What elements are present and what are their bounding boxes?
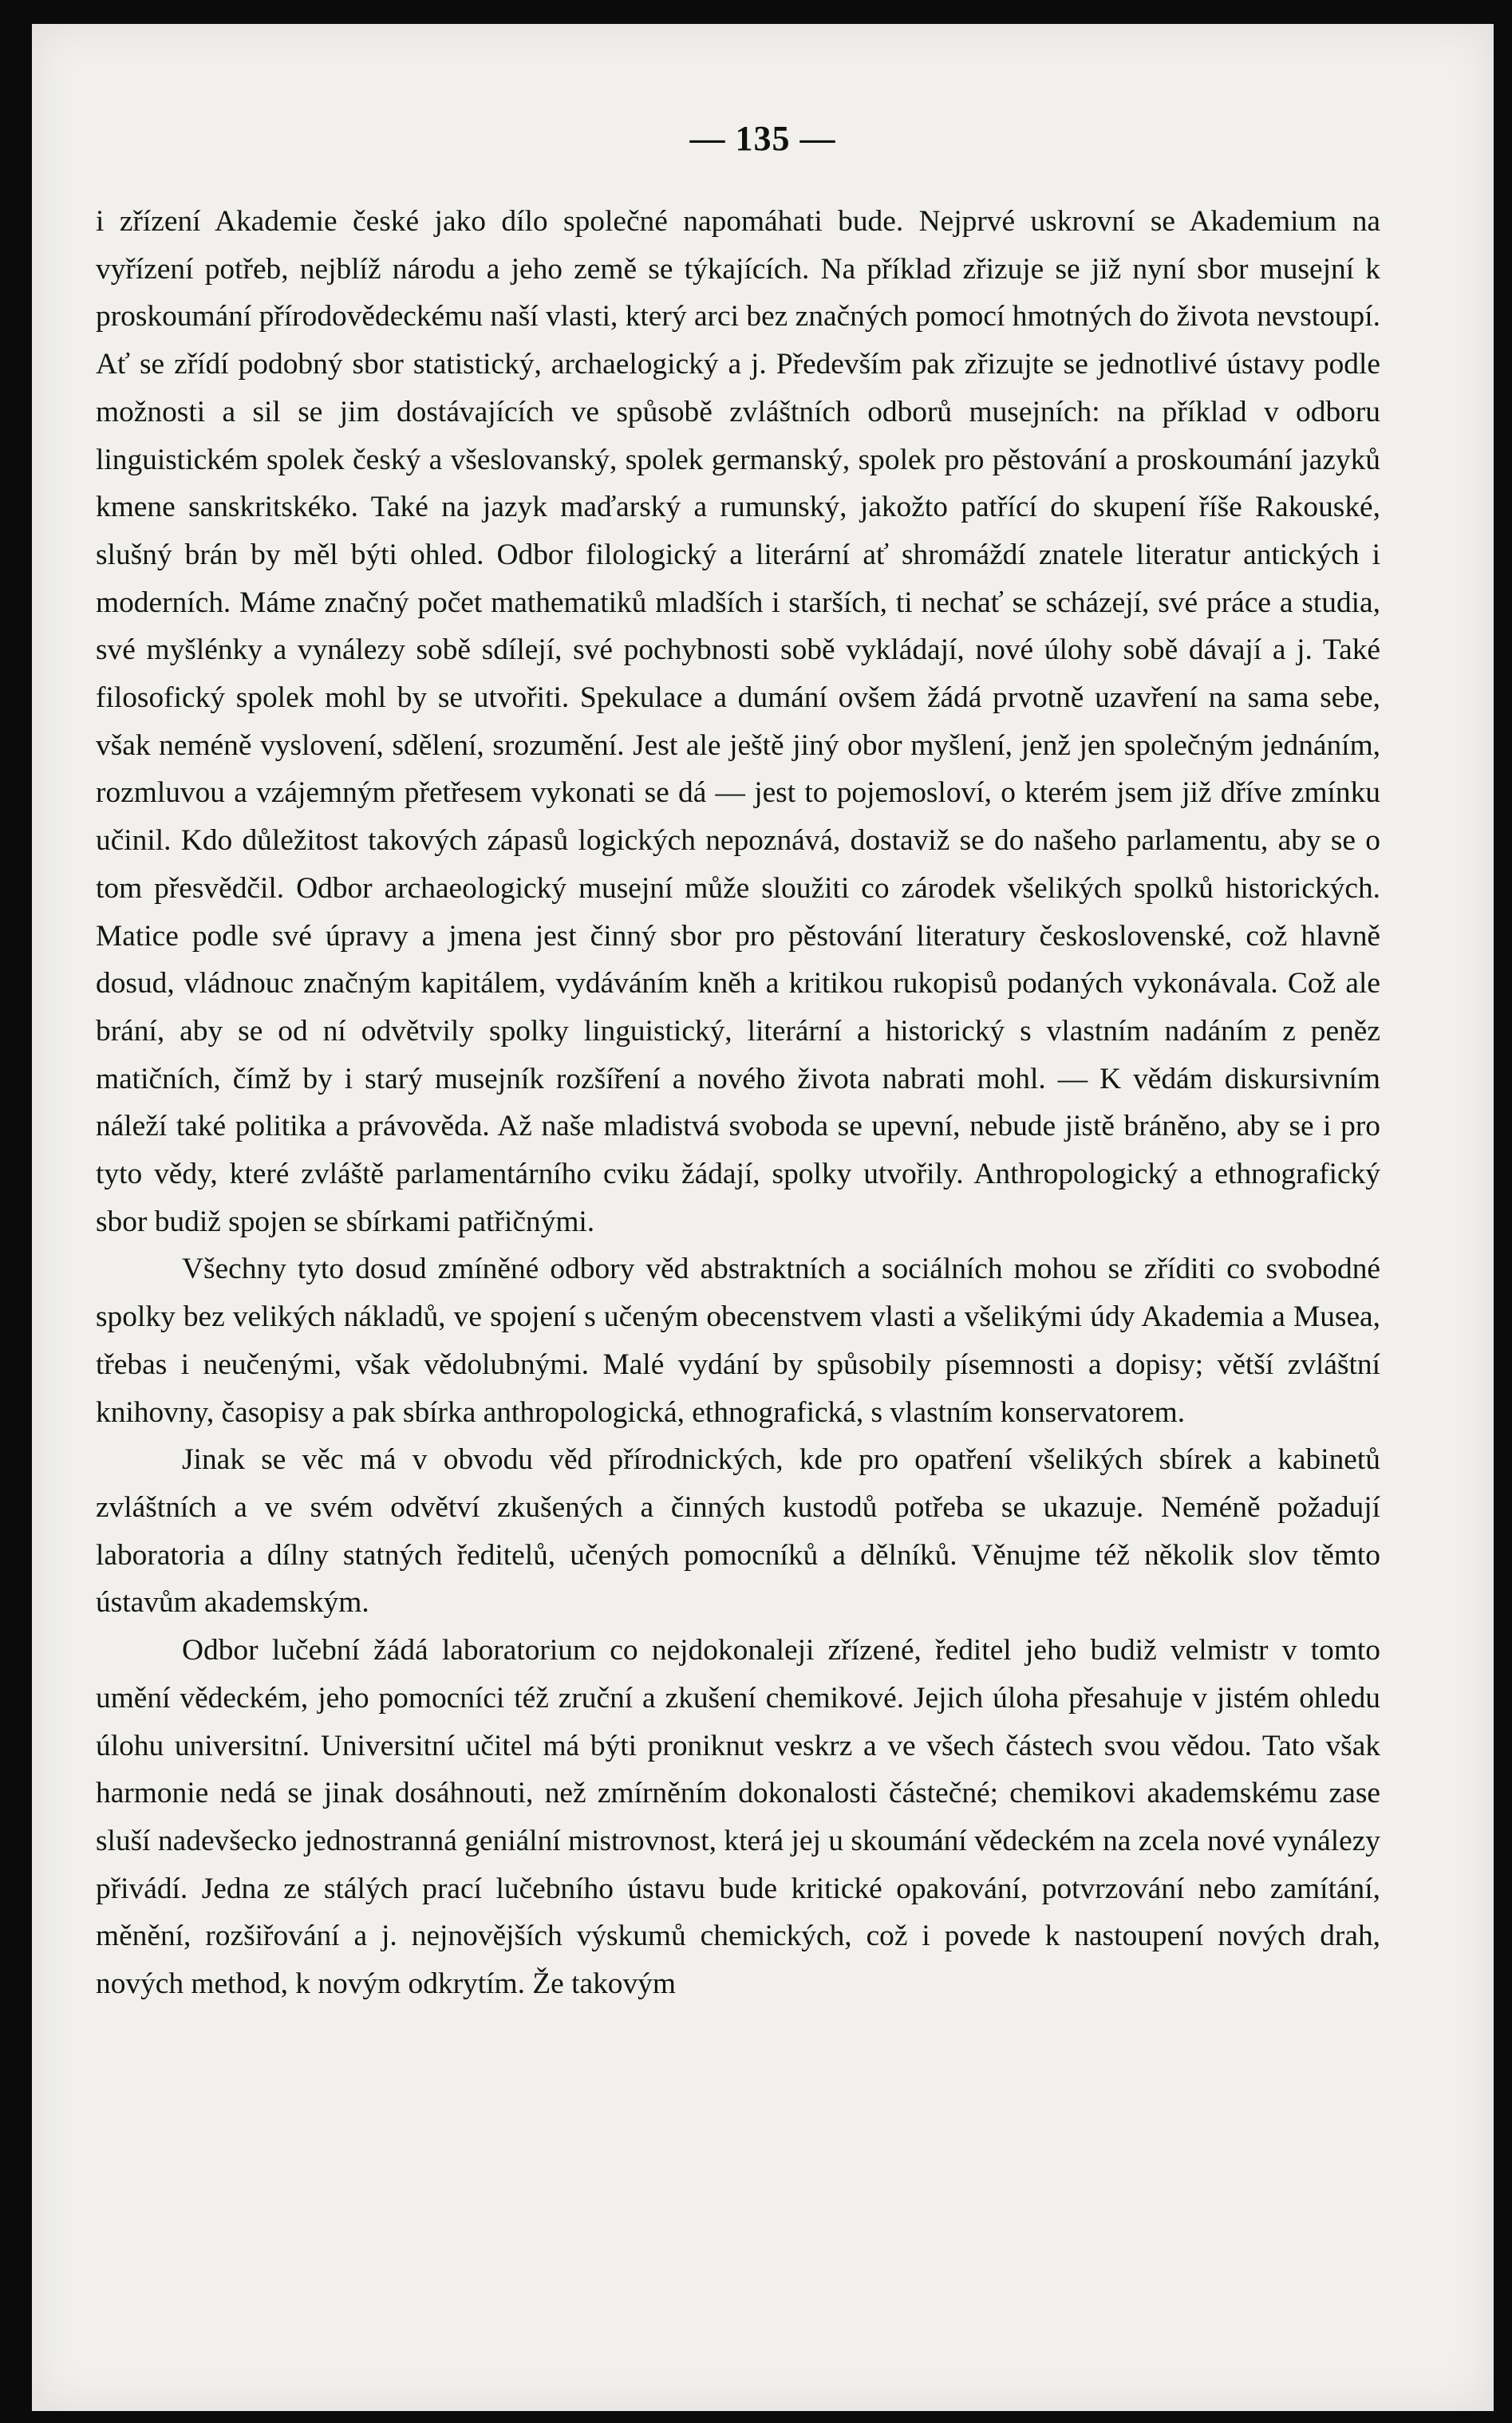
scanned-book-page [32,24,1494,2411]
paragraph-3: Jinak se věc má v obvodu věd přírodnických, kde pro opatření všelikých sbírek a kabinetů zvláštních a ve svém odvětví zkušených a činných kustodů potřeba se ukazuje. Neméně požadují laboratoria a dílny statných ředitelů, učených pomocníků a dělníků. Věnujme též několik slov těmto ústavům akademským. [96,1443,1380,1620]
paragraph-2: Všechny tyto dosud zmíněné odbory věd abstraktních a sociálních mohou se zříditi co svobodné spolky bez velikých nákladů, ve spojení s učeným obecenstvem vlasti a všelikými údy Akademia a Musea, třebas i neučenými, však vědolubnými. Malé vydání by spůsobily písemnosti a dopisy; větší zvláštní knihovny, časopisy a pak sbírka anthropologická, ethnografická, s vlastním konservatorem. [96,1253,1380,1429]
paragraph-1: i zřízení Akademie české jako dílo společné napomáhati bude. Nejprvé uskrovní se Akademium na vyřízení potřeb, nejblíž národu a jeho země se týkajících. Na příklad zřizuje se již nyní sbor musejní k proskoumání přírodovědeckému naší vlasti, který arci bez značných pomocí hmotných do života nevstoupí. Ať se zřídí podobný sbor statistický, archaelogický a j. Především pak zřizujte se jednotlivé ústavy podle možnosti a sil se jim dostávajících ve spůsobě zvláštních odborů musejních: na příklad v odboru linguistickém spolek český a všeslovanský, spolek germanský, spolek pro pěstování a proskoumání jazyků kmene sanskritskéko. Také na jazyk maďarský a rumunský, jakožto patřící do skupení říše Rakouské, slušný brán by měl býti ohled. Odbor filologický a literární ať shromáždí znatele literatur antických i moderních. Máme značný počet mathematiků mladších i starších, ti nechať se scházejí, své práce a studia, své myšlénky a vynálezy sobě sdílejí, své pochybnosti sobě vykládají, nové úlohy sobě dávají a j. Také filosofický spolek mohl by se utvořiti. Spekulace a dumání ovšem žádá prvotně uzavření na sama sebe, však neméně vyslovení, sdělení, srozumění. Jest ale ještě jiný obor myšlení, jenž jen společným jednáním, rozmluvou a vzájemným přetřesem vykonati se dá — jest to pojemosloví, o kterém jsem již dříve zmínku učinil. Kdo důležitost takových zápasů logických nepoznává, dostaviž se do našeho parlamentu, aby se o tom přesvědčil. Odbor archaeologický musejní může sloužiti co zárodek všelikých spolků historických. Matice podle své úpravy a jmena jest činný sbor pro pěstování literatury československé, což hlavně dosud, vládnouc značným kapitálem, vydáváním kněh a kritikou rukopisů podaných vykonávala. Což ale brání, aby se od ní odvětvily spolky linguistický, literární a historický s vlastním nadáním z peněz matičních, čímž by i starý musejník rozšíření a nového života nabrati mohl. — K vědám diskursivním náleží také politika a právověda. Až naše mladistvá svoboda se upevní, nebude jistě bráněno, aby se i pro tyto vědy, které zvláště parlamentárního cviku žádají, spolky utvořily. Anthropologický a ethnografický sbor budiž spojen se sbírkami patřičnými. [96,205,1380,1238]
paragraph-4: Odbor lučební žádá laboratorium co nejdokonaleji zřízené, ředitel jeho budiž velmistr v tomto umění vědeckém, jeho pomocníci též zruční a zkušení chemikové. Jejich úloha přesahuje v jistém ohledu úlohu universitní. Universitní učitel má býti proniknut veskrz a ve všech částech svou vědou. Tato však harmonie nedá se jinak dosáhnouti, než zmírněním dokonalosti částečné; chemikovi akademskému zase sluší nadevšecko jednostranná geniální mistrovnost, která jej u skoumání vědeckém na zcela nové vynálezy přivádí. Jedna ze stálých prací lučebního ústavu bude kritické opakování, potvrzování nebo zamítání, měnění, rozšiřování a j. nejnovějších výskumů chemických, což i povede k nastoupení nových drah, nových method, k novým odkrytím. Že takovým [96,1634,1380,2001]
page-number: — 135 — [689,119,836,158]
body-text [96,198,1380,2008]
